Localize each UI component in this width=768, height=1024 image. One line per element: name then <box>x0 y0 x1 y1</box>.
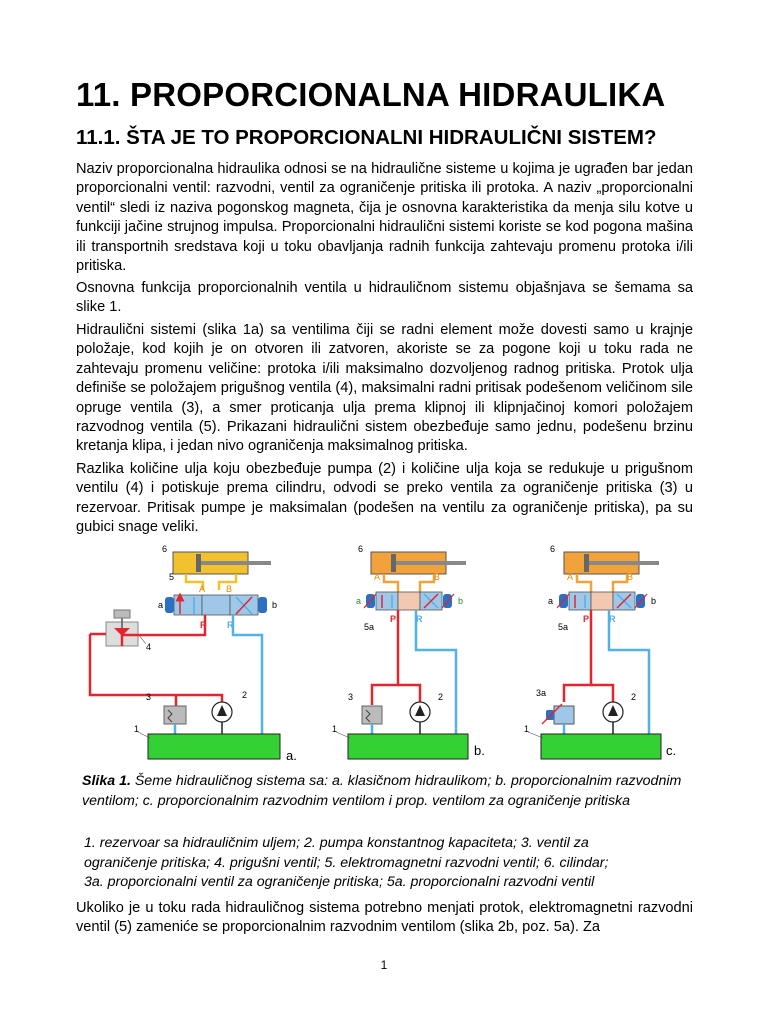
schematic-b <box>332 544 485 759</box>
label-5a: 5a <box>558 622 569 632</box>
label-2: 2 <box>438 692 444 702</box>
relief-valve-3 <box>362 706 382 736</box>
port-R: R <box>416 614 423 624</box>
schematic-a <box>90 544 297 763</box>
label-6: 6 <box>162 544 168 554</box>
solenoid-b-label: b <box>651 596 657 606</box>
port-R: R <box>227 620 234 630</box>
label-5: 5 <box>169 572 175 582</box>
label-6: 6 <box>358 544 364 554</box>
solenoid-a-label: a <box>356 596 362 606</box>
port-A: A <box>374 572 381 582</box>
label-2: 2 <box>242 690 248 700</box>
figure-legend <box>84 834 694 893</box>
proportional-directional-valve-5a <box>557 592 647 610</box>
paragraph-5: Ukoliko je u toku rada hidrauličnog sistema potrebno menjati protok, elektromagnetni razvodni ventil (5) zameniće se proporcionalnim razvodnim ventilom (slika 2b, poz. 5a). Za <box>76 900 693 936</box>
solenoid-b-label: b <box>458 596 464 606</box>
port-R: R <box>609 614 616 624</box>
relief-valve-3 <box>164 706 186 736</box>
label-6: 6 <box>550 544 556 554</box>
chapter-title: 11. PROPORCIONALNA HIDRAULIKA <box>76 76 666 113</box>
page-number: 1 <box>380 958 388 972</box>
paragraph-2: Osnovna funkcija proporcionalnih ventila u hidrauličnom sistemu objašnjava se šemama sa slike 1. <box>76 280 693 316</box>
legend-line: 1. rezervoar sa hidrauličnim uljem; 2. pumpa konstantnog kapaciteta; 3. ventil za <box>84 835 589 851</box>
directional-valve-a <box>165 595 267 615</box>
label-1: 1 <box>332 724 338 734</box>
label-4: 4 <box>146 642 152 652</box>
figure-caption <box>82 772 682 811</box>
port-P: P <box>200 620 207 630</box>
port-B: B <box>627 572 634 582</box>
label-5a: 5a <box>364 622 375 632</box>
legend-line: 3a. proporcionalni ventil za ograničenje pritiska; 5a. proporcionalni razvodni ventil <box>84 874 595 891</box>
cylinder-b <box>371 552 466 574</box>
port-A: A <box>199 584 206 594</box>
pump-2 <box>603 702 623 736</box>
section-heading: 11.1. ŠTA JE TO PROPORCIONALNI HIDRAULIČNI SISTEM? <box>76 126 657 149</box>
proportional-relief-valve-3a <box>542 704 574 736</box>
schematic-c <box>524 544 676 759</box>
port-A: A <box>567 572 574 582</box>
label-1: 1 <box>524 724 530 734</box>
cylinder-c <box>564 552 659 574</box>
label-3: 3 <box>348 692 354 702</box>
solenoid-a-label: a <box>548 596 554 606</box>
proportional-directional-valve-5a <box>364 592 454 610</box>
solenoid-a-label: a <box>158 600 164 610</box>
hydraulic-schematics-figure <box>76 540 696 765</box>
label-3a: 3a <box>536 688 547 698</box>
solenoid-b-label: b <box>272 600 278 610</box>
cylinder-a <box>173 552 271 574</box>
port-B: B <box>226 584 233 594</box>
panel-label-b: b. <box>474 743 485 758</box>
panel-label-c: c. <box>666 743 677 758</box>
legend-line: ograničenje pritiska; 4. prigušni ventil; 5. elektromagnetni razvodni ventil; 6. cilindar; <box>84 854 609 871</box>
figure-caption-text: Šeme hidrauličnog sistema sa: a. klasičnom hidraulikom; b. proporcionalnim razvodnim ventilom; c. proporcionalnim razvodnim ventilom i prop. ventilom za ograničenje pritiska <box>82 773 682 809</box>
label-2: 2 <box>631 692 637 702</box>
port-P: P <box>390 614 397 624</box>
label-3: 3 <box>146 692 152 702</box>
panel-label-a: a. <box>286 748 297 763</box>
tank-1 <box>541 734 661 759</box>
figure-caption-label: Slika 1. <box>82 773 131 789</box>
pump-2 <box>410 702 430 736</box>
pump-2 <box>212 702 232 736</box>
paragraph-4: Razlika količine ulja koju obezbeđuje pumpa (2) i količine ulja koja se redukuje u prigušnom ventilu (4) i potiskuje prema cilindru, odvodi se preko ventila za ograničenje pritiska (3) u rezervoar. Pritisak pumpe je maksimalan (podešen na ventilu za ograničenje pritiska), pa su gubici snage veliki. <box>76 461 693 536</box>
tank-1 <box>148 734 280 759</box>
port-B: B <box>434 572 441 582</box>
label-1: 1 <box>134 724 140 734</box>
port-P: P <box>583 614 590 624</box>
tank-1 <box>348 734 468 759</box>
paragraph-1: Naziv proporcionalna hidraulika odnosi se na hidraulične sisteme u kojima je ugrađen bar jedan proporcionalni ventil: razvodni, ventil za ograničenje pritiska ili protoka. A naziv „proporcionalni ventil“ sledi iz naziva pogonskog magneta, čija je osnovna karakteristika da menja silu kotve u funkciji jačine strujnog impulsa. Proporcionalni hidraulični sistemi koriste se kod pogona mašina ili transportnih sredstava koji u toku obavljanja radnih funkcija zahtevaju promenu protoka i/ili pritiska. <box>76 161 693 275</box>
paragraph-3: Hidraulični sistemi (slika 1a) sa ventilima čiji se radni element može dovesti samo u krajnje položaje, kod kojih je on otvoren ili zatvoren, akoriste se za pogone koji u toku rada ne zahtevaju promenu veličine: protoka i/ili maksimalno dozvoljenog radnog pritiska. Protok ulja definiše se položajem prigušnog ventila (4), maksimalni radni pritisak podešenom veličinom sile opruge ventila (3), a smer proticanja ulja prema klipnoj ili klipnjačinoj komori položajem razvodnog ventila (5). Prikazani hidraulični sistem obezbeđuje samo jednu, podešenu brzinu kretanja klipa, i jedan nivo ograničenja maksimalnog pritiska. <box>76 322 693 455</box>
